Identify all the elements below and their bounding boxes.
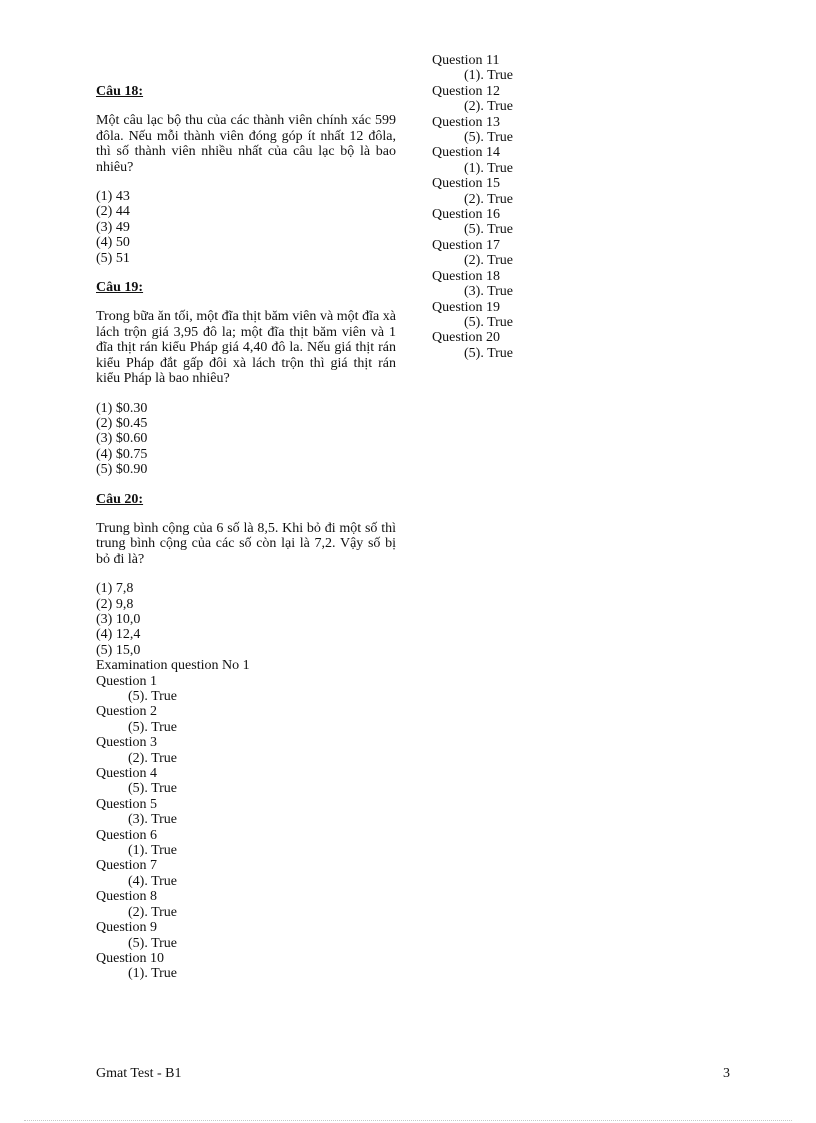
footer-title: Gmat Test - B1 bbox=[96, 1066, 182, 1081]
answer-key-list bbox=[96, 674, 396, 982]
option-item: (1) 43 bbox=[96, 189, 130, 205]
question-heading: Câu 20: bbox=[96, 491, 144, 507]
answer-value: (5). True bbox=[464, 130, 514, 146]
answer-value: (2). True bbox=[128, 750, 178, 766]
answer-value: (3). True bbox=[464, 284, 514, 300]
question-heading: Câu 19: bbox=[96, 280, 144, 296]
question-text: Một câu lạc bộ thu của các thành viên chính xác 599 đôla. Nếu mỗi thành viên đóng góp ít nhất 12 đôla, thì số thành viên nhiều nhất của câu lạc bộ là bao nhiêu? bbox=[96, 113, 396, 175]
answer-question: Question 5 bbox=[96, 796, 158, 812]
option-item: (4) 50 bbox=[96, 235, 130, 251]
option-item: (3) 10,0 bbox=[96, 611, 141, 627]
answer-key-title: Examination question No 1 bbox=[96, 658, 250, 674]
answer-value: (1). True bbox=[128, 843, 178, 859]
answer-question: Question 13 bbox=[432, 114, 501, 130]
answer-question: Question 12 bbox=[432, 83, 501, 99]
answer-value: (5). True bbox=[464, 222, 514, 238]
answer-value: (5). True bbox=[128, 781, 178, 797]
answer-value: (5). True bbox=[128, 689, 178, 704]
answer-question: Question 6 bbox=[96, 827, 158, 843]
option-item: (2) $0.45 bbox=[96, 415, 148, 431]
question-text: Trong bữa ăn tối, một đĩa thịt băm viên và một đĩa xà lách trộn giá 3,95 đô la; một đĩa thịt băm viên và 1 đĩa thịt rán kiểu Pháp giá 4,40 đô la. Nếu giá thịt rán kiểu Pháp đắt gấp đôi xà lách trộn thì giá thịt rán kiểu Pháp là bao nhiêu? bbox=[96, 309, 396, 387]
answer-question: Question 18 bbox=[432, 268, 501, 284]
answer-question: Question 7 bbox=[96, 858, 158, 874]
option-item: (5) $0.90 bbox=[96, 462, 148, 478]
answer-question: Question 15 bbox=[432, 176, 501, 192]
answer-question: Question 19 bbox=[432, 299, 501, 315]
question-heading: Câu 18: bbox=[96, 84, 144, 99]
option-item: (3) $0.60 bbox=[96, 431, 148, 447]
option-list bbox=[96, 581, 396, 658]
answer-value: (5). True bbox=[128, 719, 178, 735]
answer-question: Question 8 bbox=[96, 889, 158, 905]
left-column bbox=[96, 84, 396, 982]
answer-value: (5). True bbox=[464, 345, 514, 361]
page-bottom-edge bbox=[24, 1120, 792, 1121]
option-item: (2) 9,8 bbox=[96, 596, 134, 612]
answer-value: (3). True bbox=[128, 812, 178, 828]
answer-question: Question 14 bbox=[432, 145, 501, 161]
answer-value: (5). True bbox=[464, 314, 514, 330]
option-item: (3) 49 bbox=[96, 219, 130, 235]
answer-key-list bbox=[432, 53, 592, 361]
option-list bbox=[96, 189, 396, 266]
page-number: 3 bbox=[723, 1066, 730, 1081]
option-item: (2) 44 bbox=[96, 204, 130, 220]
answer-question: Question 16 bbox=[432, 207, 501, 223]
answer-value: (1). True bbox=[464, 68, 514, 84]
answer-value: (2). True bbox=[128, 904, 178, 920]
answer-value: (5). True bbox=[128, 935, 178, 951]
answer-question: Question 4 bbox=[96, 766, 158, 782]
answer-value: (2). True bbox=[464, 99, 514, 115]
right-column bbox=[432, 53, 592, 361]
answer-question: Question 3 bbox=[96, 735, 158, 751]
option-list bbox=[96, 401, 396, 478]
answer-value: (2). True bbox=[464, 191, 514, 207]
answer-question: Question 9 bbox=[96, 920, 158, 936]
answer-question: Question 2 bbox=[96, 704, 158, 720]
answer-question: Question 11 bbox=[432, 53, 500, 68]
option-item: (4) $0.75 bbox=[96, 446, 148, 462]
answer-question: Question 1 bbox=[96, 673, 158, 689]
answer-value: (2). True bbox=[464, 253, 514, 269]
answer-question: Question 10 bbox=[96, 950, 165, 966]
option-item: (1) $0.30 bbox=[96, 400, 148, 416]
question-text: Trung bình cộng của 6 số là 8,5. Khi bỏ đi một số thì trung bình cộng của các số còn lại là 7,2. Vậy số bị bỏ đi là? bbox=[96, 520, 396, 567]
answer-value: (1). True bbox=[128, 966, 178, 982]
option-item: (1) 7,8 bbox=[96, 581, 134, 597]
answer-value: (4). True bbox=[128, 873, 178, 889]
answer-value: (1). True bbox=[464, 160, 514, 176]
option-item: (5) 51 bbox=[96, 250, 130, 266]
option-item: (4) 12,4 bbox=[96, 627, 141, 643]
answer-question: Question 20 bbox=[432, 330, 501, 346]
answer-question: Question 17 bbox=[432, 237, 501, 253]
option-item: (5) 15,0 bbox=[96, 642, 141, 658]
